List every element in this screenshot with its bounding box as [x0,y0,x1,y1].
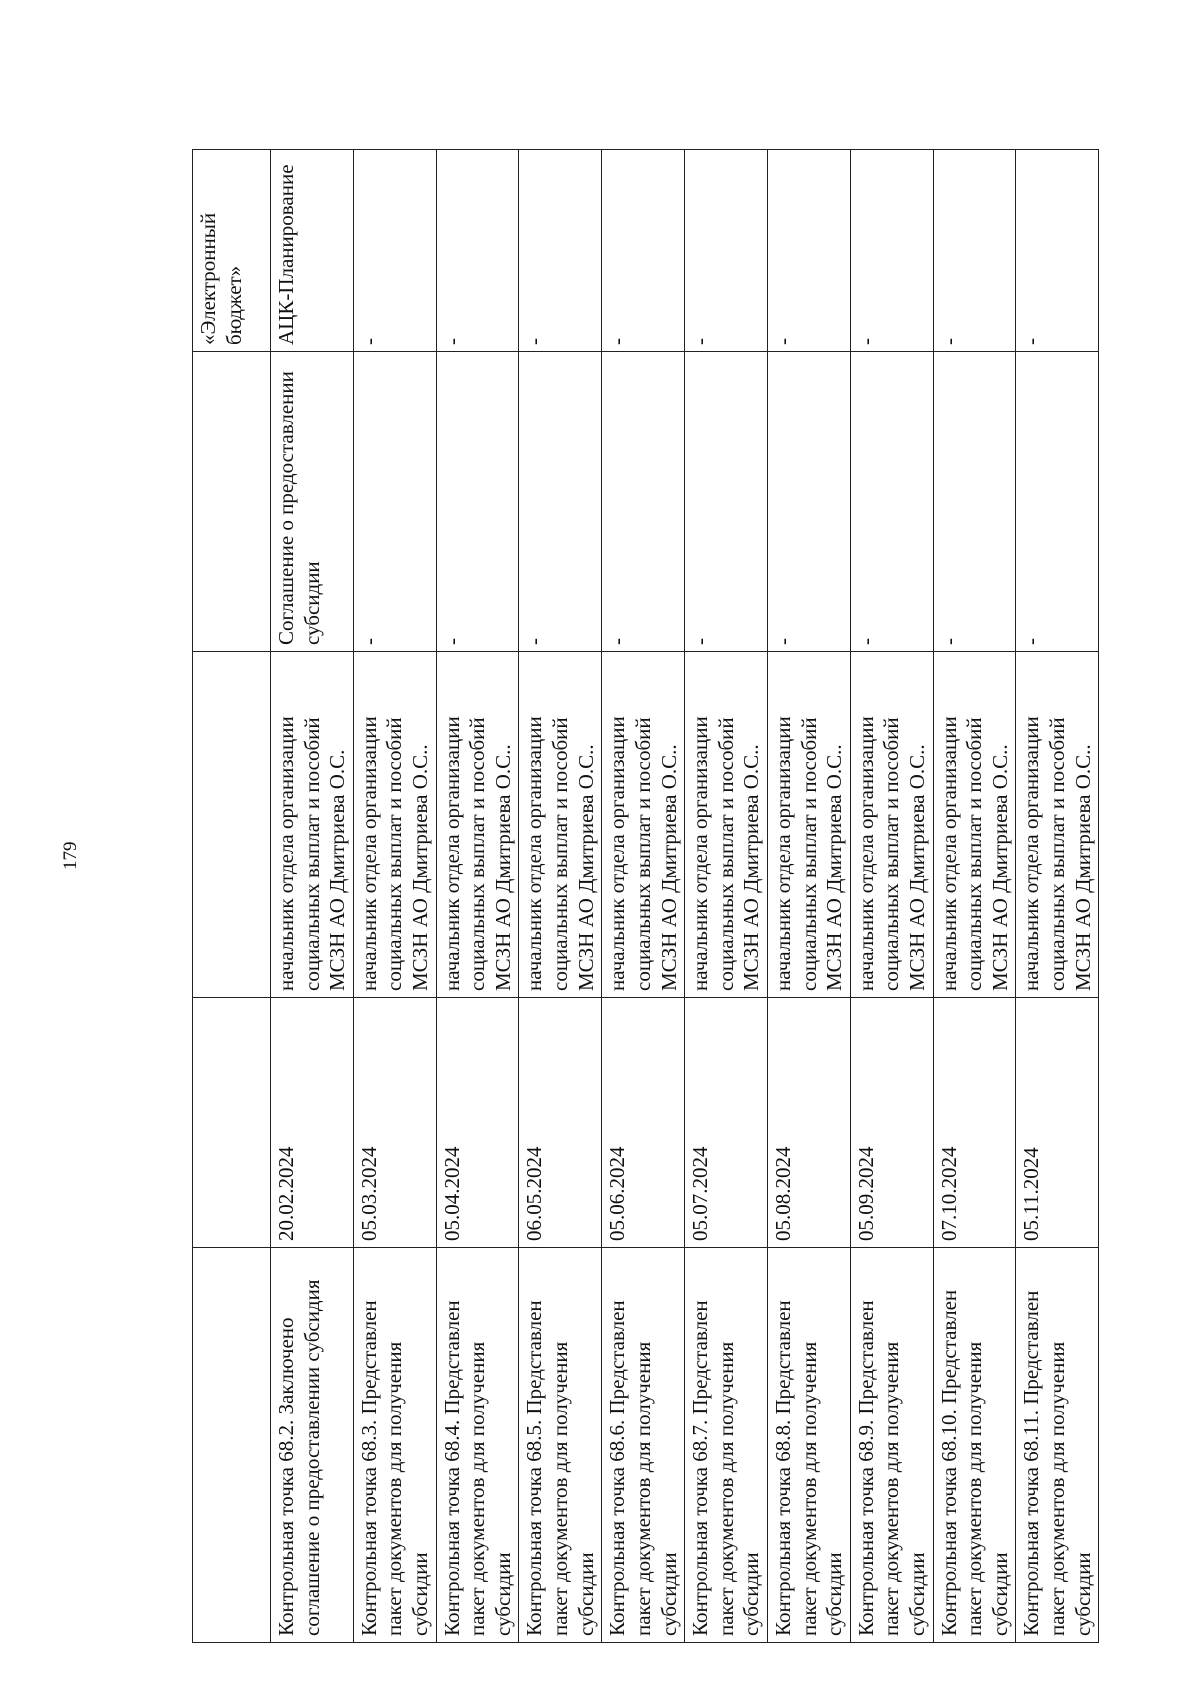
table-cell-date: 20.02.2024 [271,998,354,1248]
page-number: 179 [60,841,81,870]
table-row [850,150,933,1643]
table-cell-system: АЦК-Планирование [271,150,354,352]
table-cell-document: - [933,352,1016,652]
table-cell-event: Контрольная точка 68.7. Представлен пакет документов для получения субсидии [685,1248,768,1643]
table-cell-event: Контрольная точка 68.8. Представлен пакет документов для получения субсидии [767,1248,850,1643]
table-cell-document: - [602,352,685,652]
table-cell-document: - [1016,352,1099,652]
table-cell-system: - [353,150,436,352]
table-cell-date [193,998,271,1248]
table-row [1016,150,1099,1643]
table-row [685,150,768,1643]
table-cell-document: - [767,352,850,652]
table-cell-responsible: начальник отдела организации социальных выплат и пособий МСЗН АО Дмитриева О.С.. [353,652,436,998]
table-cell-event: Контрольная точка 68.6. Представлен пакет документов для получения субсидии [602,1248,685,1643]
table-cell-event: Контрольная точка 68.11. Представлен пакет документов для получения субсидии [1016,1248,1099,1643]
table-cell-date: 05.11.2024 [1016,998,1099,1248]
control-points-table [192,149,1099,1643]
table-row [353,150,436,1643]
table-cell-document [193,352,271,652]
table-cell-document: - [850,352,933,652]
table-cell-date: 05.08.2024 [767,998,850,1248]
table-cell-event: Контрольная точка 68.5. Представлен пакет документов для получения субсидии [519,1248,602,1643]
table-cell-document: - [353,352,436,652]
table-row [519,150,602,1643]
table-row [933,150,1016,1643]
table-cell-responsible: начальник отдела организации социальных выплат и пособий МСЗН АО Дмитриева О.С.. [1016,652,1099,998]
table-cell-date: 05.07.2024 [685,998,768,1248]
table-cell-document: - [519,352,602,652]
table-cell-date: 05.03.2024 [353,998,436,1248]
table-cell-event: Контрольная точка 68.10. Представлен пакет документов для получения субсидии [933,1248,1016,1643]
rotated-table-container [192,150,1099,1643]
table-cell-document: Соглашение о предоставлении субсидии [271,352,354,652]
table-cell-responsible: начальник отдела организации социальных выплат и пособий МСЗН АО Дмитриева О.С.. [685,652,768,998]
table-cell-responsible: начальник отдела организации социальных выплат и пособий МСЗН АО Дмитриева О.С. [271,652,354,998]
table-row-continuation [193,150,271,1643]
table-cell-date: 05.04.2024 [436,998,519,1248]
table-cell-system: - [685,150,768,352]
table-cell-system: «Электронный бюджет» [193,150,271,352]
table-cell-system: - [436,150,519,352]
table-cell-document: - [685,352,768,652]
table-row [602,150,685,1643]
table-cell-system: - [850,150,933,352]
table-cell-responsible: начальник отдела организации социальных выплат и пособий МСЗН АО Дмитриева О.С.. [519,652,602,998]
table-cell-date: 07.10.2024 [933,998,1016,1248]
table-cell-event: Контрольная точка 68.2. Заключено соглашение о предоставлении субсидия [271,1248,354,1643]
table-cell-system: - [767,150,850,352]
table-cell-event: Контрольная точка 68.3. Представлен пакет документов для получения субсидии [353,1248,436,1643]
table-cell-responsible: начальник отдела организации социальных выплат и пособий МСЗН АО Дмитриева О.С.. [850,652,933,998]
table-row [436,150,519,1643]
table-cell-responsible: начальник отдела организации социальных выплат и пособий МСЗН АО Дмитриева О.С.. [602,652,685,998]
table-cell-system: - [1016,150,1099,352]
table-cell-date: 06.05.2024 [519,998,602,1248]
table-cell-responsible [193,652,271,998]
table-cell-responsible: начальник отдела организации социальных выплат и пособий МСЗН АО Дмитриева О.С.. [436,652,519,998]
table-cell-date: 05.09.2024 [850,998,933,1248]
table-cell-date: 05.06.2024 [602,998,685,1248]
table-cell-document: - [436,352,519,652]
table-cell-event [193,1248,271,1643]
table-cell-responsible: начальник отдела организации социальных выплат и пособий МСЗН АО Дмитриева О.С.. [767,652,850,998]
table-cell-responsible: начальник отдела организации социальных выплат и пособий МСЗН АО Дмитриева О.С.. [933,652,1016,998]
table-cell-event: Контрольная точка 68.4. Представлен пакет документов для получения субсидии [436,1248,519,1643]
table-row [271,150,354,1643]
table-cell-system: - [602,150,685,352]
table-cell-event: Контрольная точка 68.9. Представлен пакет документов для получения субсидии [850,1248,933,1643]
table-row [767,150,850,1643]
table-cell-system: - [519,150,602,352]
table-cell-system: - [933,150,1016,352]
